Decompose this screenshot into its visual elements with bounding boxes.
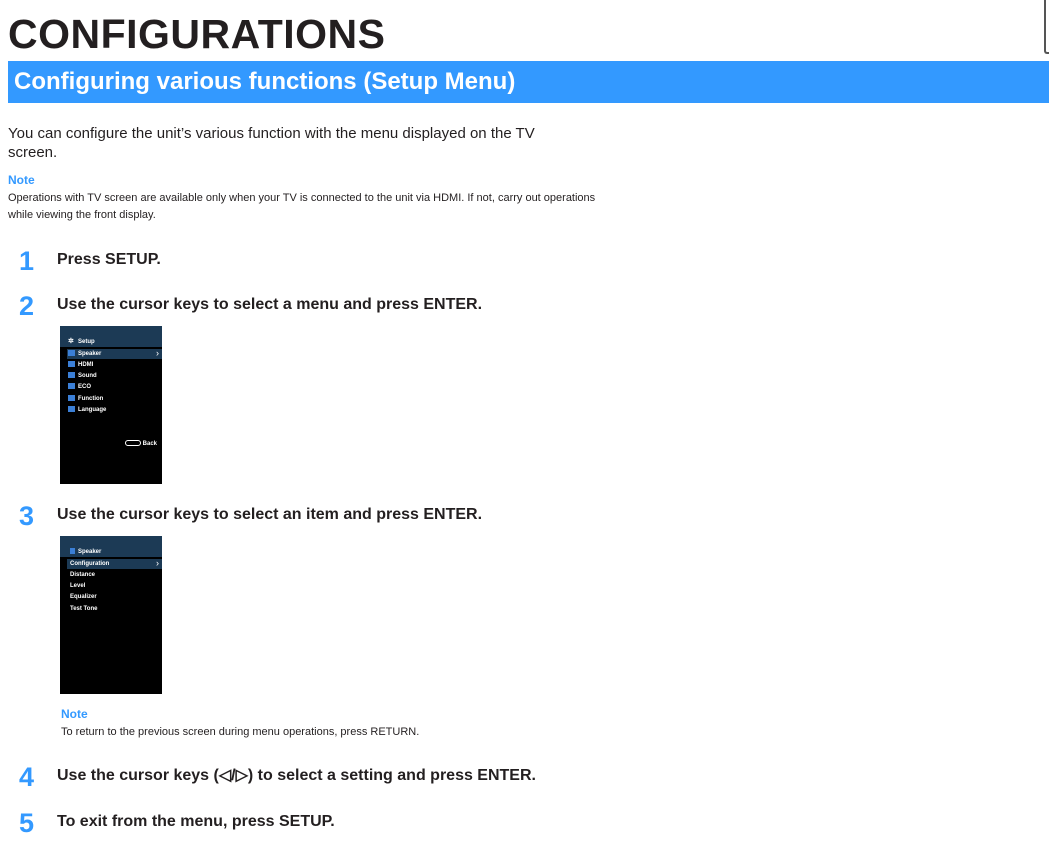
tv-back-label: Back xyxy=(142,441,157,447)
step-text: Use the cursor keys to select an item and press ENTER. xyxy=(57,506,483,523)
chevron-right-icon: › xyxy=(156,348,159,358)
language-icon xyxy=(68,406,75,412)
tv-menu-title xyxy=(68,338,95,346)
tv-menu-item: Level xyxy=(70,583,86,589)
tv-menu-item: Distance xyxy=(70,572,96,578)
tv-speaker-menu-screen xyxy=(60,536,162,694)
tv-menu-item-label: Language xyxy=(78,407,107,413)
tv-menu-item xyxy=(68,406,106,414)
chevron-right-icon: › xyxy=(156,558,159,568)
tv-menu-item: Test Tone xyxy=(70,606,98,612)
tv-menu-item-label: HDMI xyxy=(78,362,94,368)
note-text: To return to the previous screen during menu operations, press RETURN. xyxy=(61,726,420,738)
step-text: To exit from the menu, press SETUP. xyxy=(57,813,335,830)
tv-menu-item: Equalizer xyxy=(70,594,97,600)
step-text: Press SETUP. xyxy=(57,251,161,268)
section-title: Configuring various functions (Setup Menu) xyxy=(14,68,516,95)
tv-menu-item xyxy=(68,372,97,380)
speaker-icon xyxy=(68,350,75,356)
tv-menu-title-label: Speaker xyxy=(78,549,102,555)
tv-menu-item-label: Sound xyxy=(78,373,97,379)
tv-menu-item-label: Function xyxy=(78,396,104,402)
intro-paragraph: You can configure the unit’s various function with the menu displayed on the TV screen. xyxy=(8,125,535,161)
hdmi-icon xyxy=(68,361,75,367)
tv-menu-title xyxy=(70,548,101,556)
sound-icon xyxy=(68,372,75,378)
tv-menu-item-label: Speaker xyxy=(78,351,102,357)
scrollbar[interactable] xyxy=(1044,0,1049,54)
gear-icon: ✲ xyxy=(68,338,74,346)
step-number: 1 xyxy=(19,246,35,276)
step-number: 2 xyxy=(19,291,35,321)
step-text: Use the cursor keys to select a menu and press ENTER. xyxy=(57,296,483,313)
tv-menu-title-label: Setup xyxy=(78,339,95,345)
speaker-icon xyxy=(70,548,75,554)
step-number: 5 xyxy=(19,808,35,838)
tv-menu-item xyxy=(68,383,91,391)
tv-menu-item-label: ECO xyxy=(78,384,92,390)
step-text: Use the cursor keys (◁/▷) to select a setting and press ENTER. xyxy=(57,767,536,784)
tv-menu-item xyxy=(68,350,101,358)
section-header-bar xyxy=(8,61,1049,103)
note-label: Note xyxy=(8,173,35,187)
note-text: Operations with TV screen are available only when your TV is connected to the unit via HDMI. If not, carry out operations while viewing the front display. xyxy=(8,192,596,221)
tv-menu-item: Configuration xyxy=(70,561,110,567)
function-icon xyxy=(68,395,75,401)
tv-menu-item xyxy=(68,395,103,403)
eco-icon xyxy=(68,383,75,389)
return-button-icon xyxy=(125,440,141,446)
tv-back-hint xyxy=(125,440,157,448)
tv-setup-menu-screen xyxy=(60,326,162,484)
page-title: CONFIGURATIONS xyxy=(8,11,386,57)
note-label: Note xyxy=(61,707,88,721)
tv-menu-item xyxy=(68,361,93,369)
step-number: 4 xyxy=(19,762,35,792)
step-number: 3 xyxy=(19,501,35,531)
